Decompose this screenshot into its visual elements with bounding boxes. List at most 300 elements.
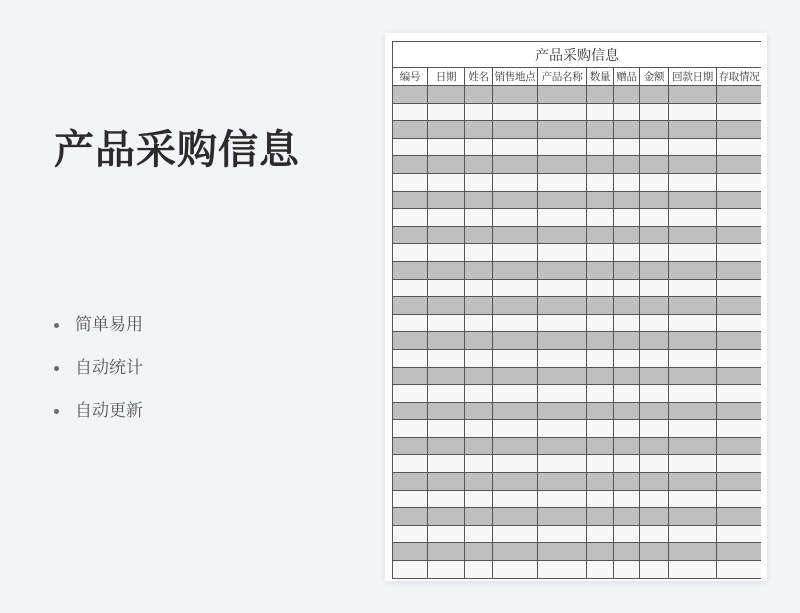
table-cell (493, 525, 538, 543)
table-cell (428, 297, 465, 315)
table-cell (538, 385, 587, 403)
table-cell (393, 437, 428, 455)
table-cell (538, 455, 587, 473)
table-cell (465, 173, 493, 191)
table-cell (465, 297, 493, 315)
table-cell (669, 103, 717, 121)
table-cell (669, 156, 717, 174)
table-cell (538, 420, 587, 438)
table-cell (717, 121, 762, 139)
table-cell (393, 138, 428, 156)
table-row (393, 314, 762, 332)
table-cell (393, 314, 428, 332)
table-cell (587, 437, 614, 455)
table-cell (669, 473, 717, 491)
table-cell (587, 244, 614, 262)
table-cell (428, 261, 465, 279)
table-cell (393, 455, 428, 473)
table-cell (538, 349, 587, 367)
table-cell (428, 138, 465, 156)
table-cell (393, 543, 428, 561)
table-cell (493, 332, 538, 350)
table-cell (717, 437, 762, 455)
table-cell (393, 156, 428, 174)
table-cell (428, 420, 465, 438)
table-cell (493, 103, 538, 121)
table-row (393, 490, 762, 508)
left-panel (0, 0, 370, 613)
table-cell (538, 279, 587, 297)
table-cell (717, 86, 762, 104)
table-cell (614, 385, 640, 403)
table-cell (428, 244, 465, 262)
table-cell (587, 455, 614, 473)
table-cell (614, 349, 640, 367)
column-header: 数量 (587, 68, 614, 86)
table-cell (717, 402, 762, 420)
table-row (393, 332, 762, 350)
table-cell (669, 314, 717, 332)
table-cell (538, 156, 587, 174)
table-cell (614, 525, 640, 543)
table-cell (717, 525, 762, 543)
table-cell (538, 297, 587, 315)
table-cell (393, 420, 428, 438)
table-cell (493, 473, 538, 491)
table-cell (717, 173, 762, 191)
table-cell (428, 490, 465, 508)
table-cell (428, 349, 465, 367)
table-cell (465, 191, 493, 209)
table-cell (640, 209, 669, 227)
table-cell (614, 261, 640, 279)
table-cell (640, 121, 669, 139)
table-cell (493, 367, 538, 385)
column-header: 回款日期 (669, 68, 717, 86)
table-cell (393, 473, 428, 491)
table-row (393, 244, 762, 262)
sheet-viewport (392, 41, 761, 581)
table-cell (669, 420, 717, 438)
table-cell (614, 420, 640, 438)
table-cell (587, 402, 614, 420)
table-row (393, 420, 762, 438)
table-cell (587, 173, 614, 191)
table-cell (465, 314, 493, 332)
table-cell (717, 367, 762, 385)
table-cell (465, 349, 493, 367)
table-cell (428, 543, 465, 561)
table-cell (640, 332, 669, 350)
table-cell (428, 561, 465, 579)
table-cell (493, 173, 538, 191)
table-cell (393, 385, 428, 403)
table-cell (587, 156, 614, 174)
table-cell (428, 226, 465, 244)
table-cell (393, 209, 428, 227)
table-cell (493, 191, 538, 209)
table-cell (393, 332, 428, 350)
table-row (393, 121, 762, 139)
table-cell (538, 490, 587, 508)
table-cell (538, 402, 587, 420)
table-cell (587, 209, 614, 227)
table-cell (640, 437, 669, 455)
table-cell (428, 314, 465, 332)
table-cell (669, 244, 717, 262)
table-cell (538, 244, 587, 262)
table-cell (614, 402, 640, 420)
table-cell (587, 473, 614, 491)
table-cell (640, 156, 669, 174)
table-cell (465, 508, 493, 526)
table-row (393, 543, 762, 561)
table-cell (640, 314, 669, 332)
table-cell (465, 402, 493, 420)
table-cell (538, 437, 587, 455)
table-cell (493, 561, 538, 579)
table-cell (587, 420, 614, 438)
table-row (393, 473, 762, 491)
table-cell (393, 402, 428, 420)
table-cell (393, 191, 428, 209)
table-cell (538, 226, 587, 244)
table-cell (669, 279, 717, 297)
table-cell (717, 473, 762, 491)
table-cell (493, 244, 538, 262)
table-cell (717, 420, 762, 438)
column-header: 销售地点 (493, 68, 538, 86)
table-row (393, 173, 762, 191)
table-cell (587, 349, 614, 367)
column-header: 产品名称 (538, 68, 587, 86)
table-cell (640, 367, 669, 385)
table-cell (538, 121, 587, 139)
table-cell (669, 173, 717, 191)
table-cell (465, 437, 493, 455)
table-cell (669, 332, 717, 350)
table-cell (493, 297, 538, 315)
table-cell (393, 244, 428, 262)
column-header: 日期 (428, 68, 465, 86)
table-cell (493, 508, 538, 526)
table-cell (428, 455, 465, 473)
table-cell (614, 191, 640, 209)
table-cell (538, 314, 587, 332)
table-cell (465, 121, 493, 139)
table-cell (669, 437, 717, 455)
table-cell (538, 86, 587, 104)
table-cell (493, 86, 538, 104)
table-cell (428, 156, 465, 174)
table-cell (393, 86, 428, 104)
table-cell (717, 261, 762, 279)
table-cell (393, 490, 428, 508)
table-cell (717, 385, 762, 403)
table-row (393, 138, 762, 156)
table-cell (640, 349, 669, 367)
table-cell (428, 103, 465, 121)
table-row (393, 525, 762, 543)
feature-item (54, 313, 143, 356)
table-cell (717, 349, 762, 367)
table-cell (465, 138, 493, 156)
table-cell (614, 455, 640, 473)
table-cell (393, 349, 428, 367)
table-cell (393, 297, 428, 315)
table-cell (640, 191, 669, 209)
table-cell (465, 244, 493, 262)
table-cell (493, 261, 538, 279)
table-cell (717, 490, 762, 508)
table-cell (717, 138, 762, 156)
column-header: 编号 (393, 68, 428, 86)
table-cell (493, 455, 538, 473)
table-cell (587, 226, 614, 244)
table-cell (614, 314, 640, 332)
table-cell (538, 332, 587, 350)
table-cell (428, 385, 465, 403)
table-cell (640, 261, 669, 279)
table-cell (669, 402, 717, 420)
table-cell (428, 437, 465, 455)
table-cell (669, 86, 717, 104)
table-cell (493, 138, 538, 156)
table-cell (538, 543, 587, 561)
table-cell (587, 367, 614, 385)
column-header: 金额 (640, 68, 669, 86)
table-cell (669, 261, 717, 279)
table-cell (428, 402, 465, 420)
table-cell (669, 349, 717, 367)
table-cell (587, 543, 614, 561)
table-cell (587, 103, 614, 121)
bullet-icon (54, 366, 59, 371)
table-cell (587, 121, 614, 139)
column-header: 姓名 (465, 68, 493, 86)
table-cell (640, 103, 669, 121)
table-cell (587, 385, 614, 403)
table-row (393, 437, 762, 455)
table-cell (614, 226, 640, 244)
table-cell (428, 86, 465, 104)
table-cell (493, 437, 538, 455)
table-cell (669, 226, 717, 244)
table-cell (717, 279, 762, 297)
table-cell (717, 332, 762, 350)
table-cell (538, 508, 587, 526)
table-cell (669, 385, 717, 403)
table-cell (465, 561, 493, 579)
table-cell (669, 543, 717, 561)
table-cell (717, 314, 762, 332)
purchase-sheet-table (392, 41, 761, 579)
table-cell (717, 543, 762, 561)
table-cell (587, 508, 614, 526)
header-row (393, 68, 762, 86)
table-cell (428, 508, 465, 526)
table-cell (717, 226, 762, 244)
table-cell (640, 473, 669, 491)
table-cell (393, 121, 428, 139)
table-cell (393, 367, 428, 385)
table-cell (717, 103, 762, 121)
table-cell (669, 525, 717, 543)
feature-text: 简单易用 (75, 315, 143, 335)
table-cell (465, 543, 493, 561)
table-cell (614, 121, 640, 139)
table-row (393, 402, 762, 420)
sheet-title: 产品采购信息 (393, 42, 762, 68)
table-cell (614, 244, 640, 262)
table-cell (614, 367, 640, 385)
table-row (393, 367, 762, 385)
table-cell (465, 490, 493, 508)
bullet-icon (54, 409, 59, 414)
table-cell (465, 420, 493, 438)
table-cell (465, 103, 493, 121)
table-cell (393, 226, 428, 244)
page-title: 产品采购信息 (54, 127, 300, 173)
table-cell (428, 121, 465, 139)
table-cell (669, 367, 717, 385)
table-cell (493, 314, 538, 332)
table-cell (717, 244, 762, 262)
table-cell (640, 525, 669, 543)
table-cell (538, 209, 587, 227)
table-cell (393, 525, 428, 543)
feature-list (54, 313, 143, 442)
table-cell (538, 367, 587, 385)
table-cell (393, 103, 428, 121)
table-cell (587, 490, 614, 508)
table-cell (393, 261, 428, 279)
table-cell (614, 156, 640, 174)
table-cell (428, 279, 465, 297)
table-row (393, 191, 762, 209)
table-cell (465, 385, 493, 403)
table-cell (614, 138, 640, 156)
table-cell (614, 437, 640, 455)
table-cell (669, 455, 717, 473)
table-cell (393, 173, 428, 191)
table-cell (614, 86, 640, 104)
table-cell (587, 261, 614, 279)
table-cell (587, 138, 614, 156)
table-cell (669, 490, 717, 508)
table-cell (428, 473, 465, 491)
table-cell (614, 297, 640, 315)
table-row (393, 261, 762, 279)
table-cell (428, 525, 465, 543)
table-cell (717, 209, 762, 227)
table-cell (587, 297, 614, 315)
table-cell (614, 561, 640, 579)
table-row (393, 385, 762, 403)
table-cell (640, 385, 669, 403)
table-cell (587, 279, 614, 297)
table-row (393, 279, 762, 297)
table-cell (614, 103, 640, 121)
table-cell (717, 508, 762, 526)
table-row (393, 103, 762, 121)
feature-item (54, 399, 143, 442)
table-cell (614, 173, 640, 191)
table-cell (538, 473, 587, 491)
table-cell (640, 543, 669, 561)
table-cell (465, 209, 493, 227)
bullet-icon (54, 323, 59, 328)
table-cell (640, 420, 669, 438)
table-cell (640, 173, 669, 191)
table-cell (614, 508, 640, 526)
table-row (393, 455, 762, 473)
table-cell (640, 402, 669, 420)
table-row (393, 508, 762, 526)
table-cell (428, 173, 465, 191)
table-cell (587, 191, 614, 209)
table-cell (614, 279, 640, 297)
table-cell (640, 138, 669, 156)
table-cell (493, 279, 538, 297)
table-cell (640, 226, 669, 244)
table-cell (640, 561, 669, 579)
table-cell (717, 156, 762, 174)
table-cell (493, 226, 538, 244)
table-cell (493, 385, 538, 403)
table-cell (587, 525, 614, 543)
sheet-preview-card (385, 33, 767, 581)
table-cell (640, 279, 669, 297)
table-cell (587, 332, 614, 350)
table-cell (717, 561, 762, 579)
table-cell (538, 191, 587, 209)
table-cell (614, 473, 640, 491)
table-cell (465, 455, 493, 473)
table-cell (465, 261, 493, 279)
table-cell (465, 156, 493, 174)
table-cell (538, 173, 587, 191)
table-cell (717, 455, 762, 473)
table-row (393, 86, 762, 104)
table-cell (428, 332, 465, 350)
table-cell (493, 543, 538, 561)
table-cell (614, 543, 640, 561)
table-cell (493, 490, 538, 508)
table-cell (428, 191, 465, 209)
feature-text: 自动统计 (75, 358, 143, 378)
table-cell (587, 314, 614, 332)
table-cell (614, 332, 640, 350)
table-cell (538, 261, 587, 279)
table-cell (393, 561, 428, 579)
table-cell (717, 191, 762, 209)
table-cell (493, 349, 538, 367)
table-cell (640, 244, 669, 262)
table-cell (640, 490, 669, 508)
table-cell (465, 279, 493, 297)
table-row (393, 156, 762, 174)
table-cell (614, 209, 640, 227)
table-cell (465, 332, 493, 350)
table-cell (640, 86, 669, 104)
table-cell (538, 525, 587, 543)
table-cell (669, 561, 717, 579)
table-cell (465, 367, 493, 385)
table-cell (465, 86, 493, 104)
table-cell (669, 297, 717, 315)
table-cell (717, 297, 762, 315)
